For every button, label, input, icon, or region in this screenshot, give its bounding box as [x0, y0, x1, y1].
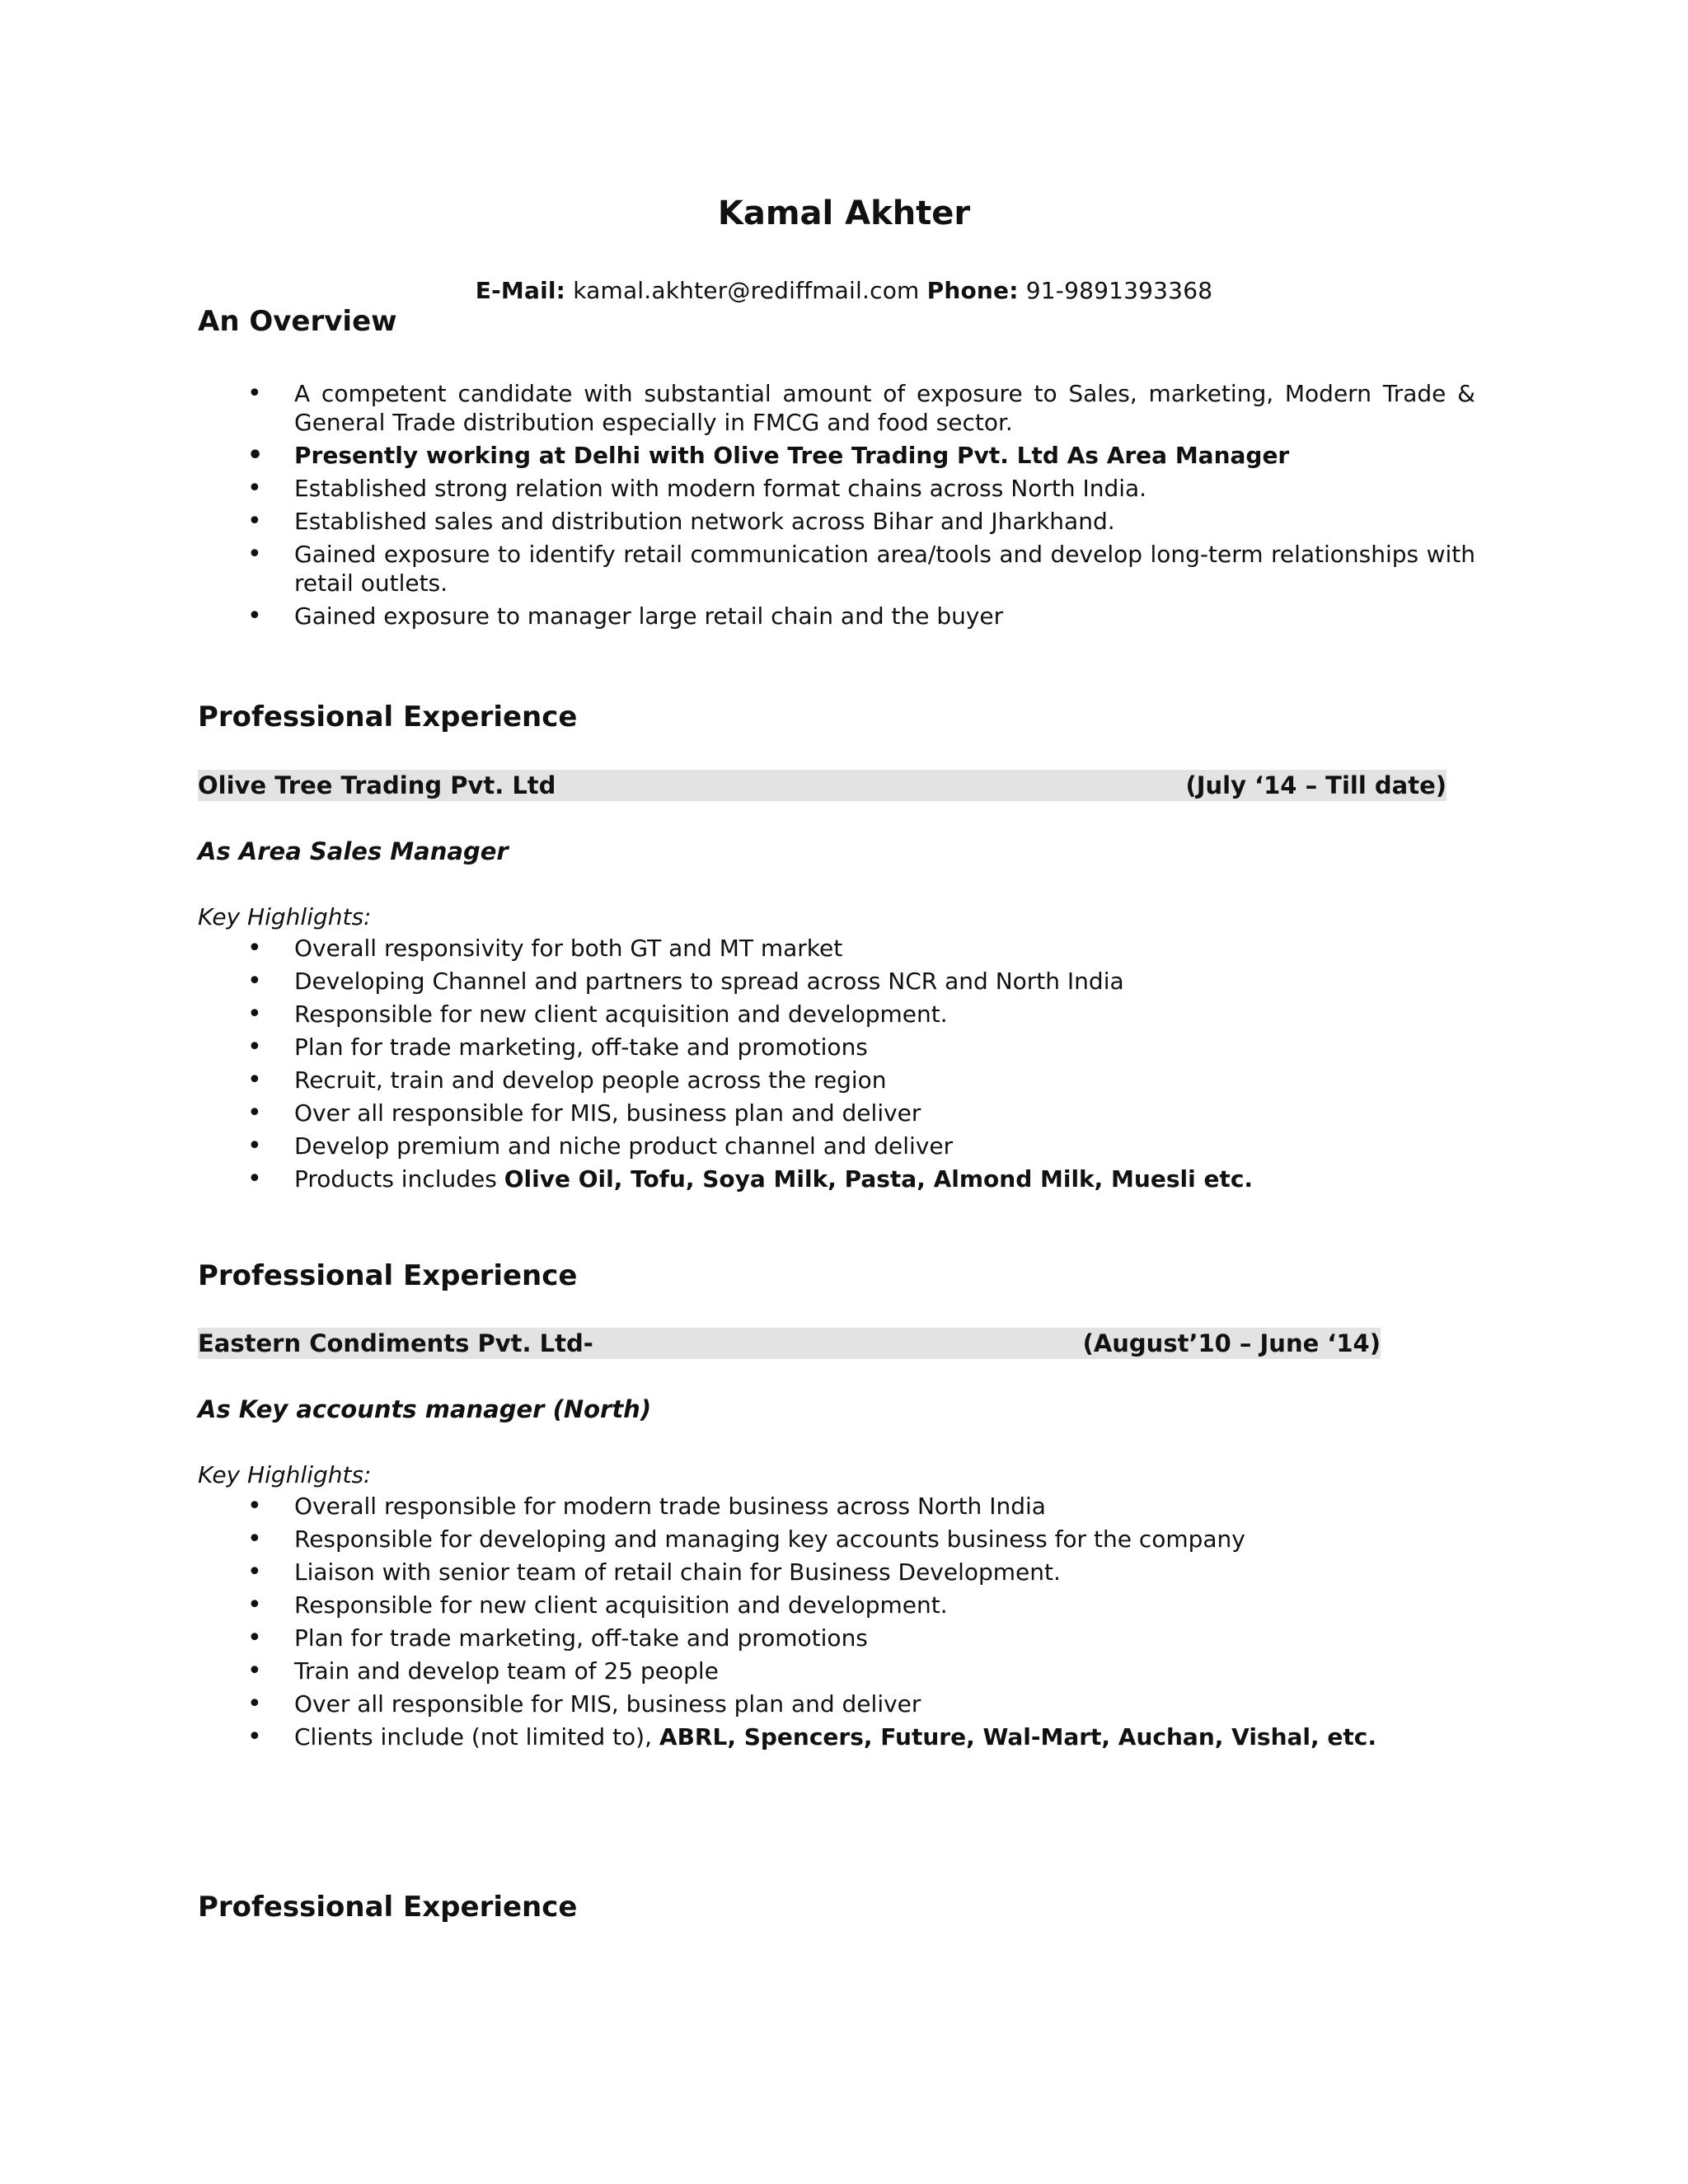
job-role: As Area Sales Manager [198, 837, 509, 865]
employment-dates: (August’10 – June ‘14) [1082, 1329, 1381, 1357]
highlight-item: • Overall responsible for modern trade business across North India [198, 1492, 1475, 1521]
highlight-item: • Develop premium and niche product channel and deliver [198, 1132, 1475, 1160]
email-address: kamal.akhter@rediffmail.com [573, 277, 920, 304]
products-list: Olive Oil, Tofu, Soya Milk, Pasta, Almond Milk, Muesli etc. [504, 1165, 1254, 1193]
highlight-item: • Plan for trade marketing, off-take and promotions [198, 1033, 1475, 1062]
company-band-2 [198, 1328, 1381, 1359]
highlights-list-1 [198, 934, 1475, 1197]
highlight-item: • Responsible for new client acquisition and development. [198, 1591, 1475, 1619]
highlight-item-products [198, 1165, 1475, 1193]
key-highlights-label: Key Highlights: [198, 903, 372, 930]
highlight-item: • Over all responsible for MIS, business plan and deliver [198, 1690, 1475, 1718]
overview-item: • Established strong relation with modern format chains across North India. [198, 474, 1475, 503]
company-band-1 [198, 770, 1447, 801]
overview-heading: An Overview [198, 305, 397, 338]
highlights-list-2 [198, 1492, 1475, 1755]
key-highlights-label: Key Highlights: [198, 1461, 372, 1488]
highlight-item: • Recruit, train and develop people across the region [198, 1066, 1475, 1094]
experience-heading-2: Professional Experience [198, 1259, 578, 1292]
products-prefix: Products includes [294, 1165, 504, 1193]
phone-label: Phone: [926, 277, 1019, 304]
overview-item: • Gained exposure to manager large retail chain and the buyer [198, 602, 1475, 630]
highlight-item-clients [198, 1722, 1475, 1751]
clients-prefix: Clients include (not limited to), [294, 1723, 659, 1750]
contact-line [0, 277, 1688, 304]
overview-item-current-role: • Presently working at Delhi with Olive Tree Trading Pvt. Ltd As Area Manager [198, 441, 1475, 470]
highlight-item: • Over all responsible for MIS, business plan and deliver [198, 1099, 1475, 1127]
highlight-item: • Responsible for new client acquisition and development. [198, 1000, 1475, 1029]
highlight-item: • Overall responsivity for both GT and MT market [198, 934, 1475, 963]
highlight-item: • Liaison with senior team of retail chain for Business Development. [198, 1558, 1475, 1586]
employment-dates: (July ‘14 – Till date) [1185, 771, 1447, 799]
company-name: Olive Tree Trading Pvt. Ltd [198, 771, 556, 799]
email-label: E-Mail: [475, 277, 566, 304]
highlight-item: • Developing Channel and partners to spread across NCR and North India [198, 967, 1475, 996]
clients-list: ABRL, Spencers, Future, Wal-Mart, Auchan, Vishal, etc. [659, 1723, 1376, 1750]
highlight-item: • Responsible for developing and managing key accounts business for the company [198, 1525, 1475, 1554]
overview-list [198, 379, 1475, 635]
experience-heading-3: Professional Experience [198, 1891, 578, 1924]
candidate-name: Kamal Akhter [717, 194, 971, 232]
phone-number: 91-9891393368 [1025, 277, 1213, 304]
overview-item: • A competent candidate with substantial amount of exposure to Sales, marketing, Modern Trade & General Trade distribution especially in FMCG and food sector. [198, 379, 1475, 437]
highlight-item: • Train and develop team of 25 people [198, 1657, 1475, 1685]
company-name: Eastern Condiments Pvt. Ltd- [198, 1329, 593, 1357]
overview-item: • Established sales and distribution network across Bihar and Jharkhand. [198, 507, 1475, 536]
overview-item: • Gained exposure to identify retail communication area/tools and develop long-term relationships with retail outlets. [198, 540, 1475, 598]
experience-heading-1: Professional Experience [198, 701, 578, 733]
job-role: As Key accounts manager (North) [198, 1395, 652, 1423]
highlight-item: • Plan for trade marketing, off-take and promotions [198, 1624, 1475, 1652]
